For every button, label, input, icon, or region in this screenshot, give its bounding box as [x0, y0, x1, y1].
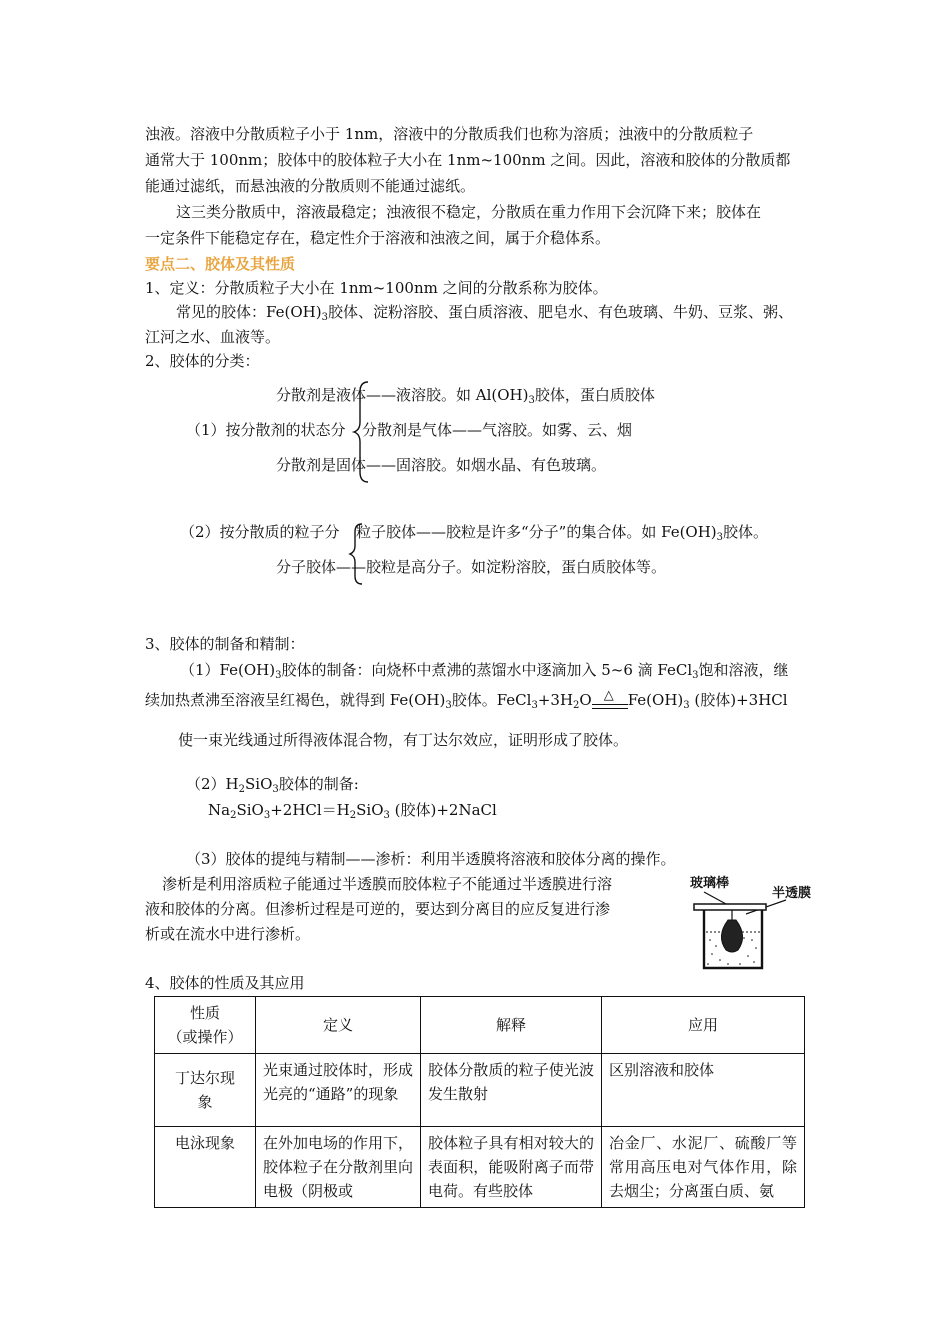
- prep-para-line-2: 续加热煮沸至溶液呈红褐色，就得到 $Fe(OH)_3$胶体。$FeCl_3+3H_2O$ △ $Fe(OH)_3$ (胶体)+3HCl: [145, 688, 788, 711]
- table-cell-property: 丁达尔现象: [155, 1054, 256, 1127]
- class1-gas: 分散剂是气体——气溶胶。如雾、云、烟: [362, 421, 633, 439]
- glass-rod-label: 玻璃棒: [690, 876, 730, 891]
- classification-title: 2、胶体的分类：: [145, 352, 260, 370]
- intro-line-5: 一定条件下能稳定存在，稳定性介于溶液和浊液之间，属于介稳体系。: [145, 229, 611, 247]
- intro-line-4: 这三类分散质中，溶液最稳定；浊液很不稳定，分散质在重力作用下会沉降下来；胶体在: [176, 203, 762, 221]
- intro-line-1: 浊液。溶液中分散质粒子小于 1nm，溶液中的分散质我们也称为溶质；浊液中的分散质粒子: [145, 125, 754, 143]
- properties-table: [154, 996, 805, 1208]
- tyndall-verification: 使一束光线通过所得液体混合物，有丁达尔效应，证明形成了胶体。: [178, 731, 629, 749]
- table-cell-definition: 光束通过胶体时，形成光亮的“通路”的现象: [256, 1054, 421, 1127]
- beaker-icon: [668, 868, 828, 978]
- properties-title: 4、胶体的性质及其应用: [145, 974, 305, 992]
- header-property: 性质 （或操作）: [155, 997, 256, 1054]
- header-definition: 定义: [256, 997, 421, 1054]
- definition-line: 1、定义：分散质粒子大小在 1nm~100nm 之间的分散系称为胶体。: [145, 279, 608, 297]
- table-cell-property: 电泳现象: [155, 1127, 256, 1208]
- membrane-label: 半透膜: [772, 886, 812, 901]
- common-colloids-line-2: 江河之水、血液等。: [145, 328, 281, 346]
- dialysis-line-2: 液和胶体的分离。但渗析过程是可逆的，要达到分离目的应反复进行渗: [145, 900, 611, 918]
- dialysis-line-1: 渗析是利用溶质粒子能通过半透膜而胶体粒子不能通过半透膜进行溶: [162, 875, 613, 893]
- common-colloids-line-1: 常见的胶体：$Fe(OH)_3$胶体、淀粉溶胶、蛋白质溶液、肥皂水、有色玻璃、牛奶、豆浆、粥、: [176, 303, 793, 323]
- class1-solid: 分散剂是固体——固溶胶。如烟水晶、有色玻璃。: [276, 456, 607, 474]
- left-brace-icon: [348, 522, 366, 586]
- table-row: [155, 1127, 805, 1208]
- dialysis-apparatus-figure: [668, 868, 828, 978]
- intro-line-2: 通常大于 100nm；胶体中的胶体粒子大小在 1nm~100nm 之间。因此，溶液和胶体的分散质都: [145, 151, 791, 169]
- table-cell-application: 区别溶液和胶体: [602, 1054, 805, 1127]
- table-cell-application: 冶金厂、水泥厂、硫酸厂等常用高压电对气体作用，除去烟尘；分离蛋白质、氨: [602, 1127, 805, 1208]
- table-cell-explanation: 胶体粒子具有相对较大的表面积，能吸附离子而带电荷。有些胶体: [421, 1127, 602, 1208]
- prep-para-line-1: $(1)Fe(OH)_3$胶体的制备：向烧杯中煮沸的蒸馏水中逐滴加入 5~6 滴 FeCl$_3$饱和溶液，继: [180, 661, 789, 681]
- left-brace-icon: [352, 378, 372, 486]
- class2-molecule: 分子胶体——胶粒是高分子。如淀粉溶胶，蛋白质胶体等。: [276, 558, 667, 576]
- heat-arrow: △: [592, 692, 628, 710]
- class1-liquid: 分散剂是液体——液溶胶。如 $Al(OH)_3$胶体，蛋白质胶体: [276, 386, 655, 406]
- intro-line-3: 能通过滤纸，而悬浊液的分散质则不能通过滤纸。: [145, 177, 476, 195]
- silicic-acid-equation: $Na_2SiO_3+2HCl=H_2SiO_3$ (胶体)+2NaCl: [208, 801, 497, 821]
- table-row: [155, 1054, 805, 1127]
- class1-label: （1）按分散剂的状态分: [186, 421, 346, 439]
- header-explanation: 解释: [421, 997, 602, 1054]
- silicic-acid-title: $(2)H_2SiO_3$胶体的制备:: [186, 775, 359, 795]
- class2-particle: 粒子胶体——胶粒是许多“分子”的集合体。如 $Fe(OH)_3$胶体。: [356, 523, 769, 543]
- dialysis-line-3: 析或在流水中进行渗析。: [145, 925, 311, 943]
- header-application: 应用: [602, 997, 805, 1054]
- table-cell-definition: 在外加电场的作用下，胶体粒子在分散剂里向电极（阴极或: [256, 1127, 421, 1208]
- prep-title: 3、胶体的制备和精制：: [145, 635, 305, 653]
- table-header-row: [155, 997, 805, 1054]
- table-cell-explanation: 胶体分散质的粒子使光波发生散射: [421, 1054, 602, 1127]
- dialysis-title: （3）胶体的提纯与精制——渗析：利用半透膜将溶液和胶体分离的操作。: [186, 850, 676, 868]
- class2-label: （2）按分散质的粒子分: [180, 523, 340, 541]
- section-heading: 要点二、胶体及其性质: [145, 255, 296, 273]
